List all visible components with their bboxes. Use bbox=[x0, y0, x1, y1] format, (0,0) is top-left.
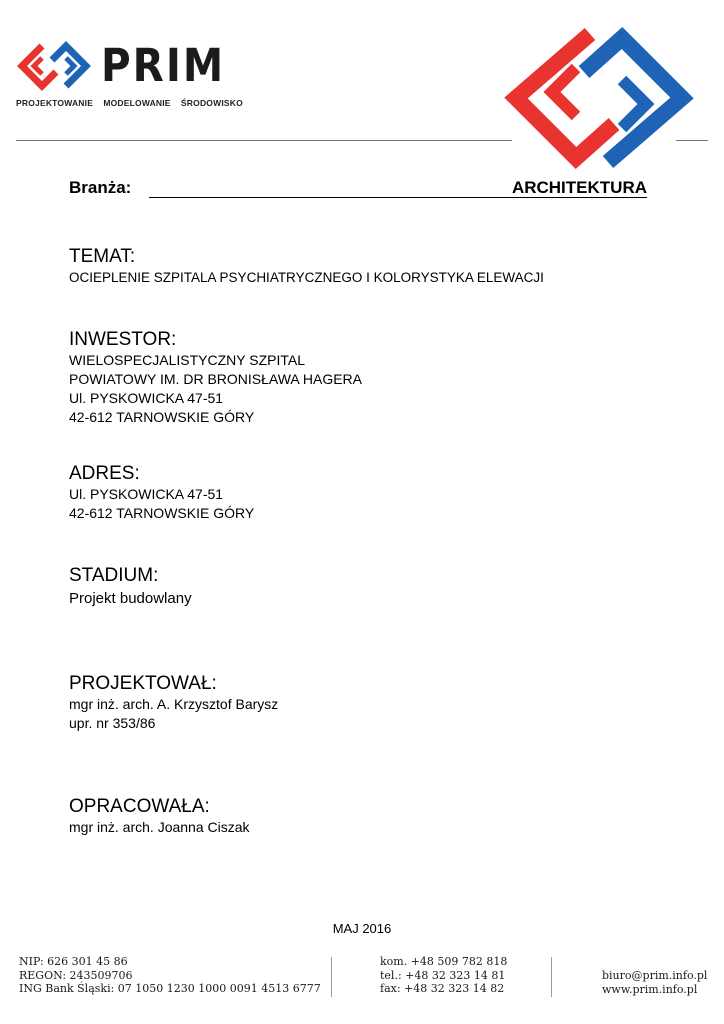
logo-red-inner bbox=[34, 58, 42, 74]
logo-wordmark: PRIM bbox=[101, 39, 226, 92]
document-date: MAJ 2016 bbox=[332, 921, 392, 936]
inwestor-line: POWIATOWY IM. DR BRONISŁAWA HAGERA bbox=[69, 371, 363, 387]
footer-mobile: kom. +48 509 782 818 bbox=[380, 955, 508, 968]
opracowala-heading: OPRACOWAŁA: bbox=[69, 796, 210, 817]
branza-row bbox=[69, 178, 647, 200]
section-inwestor bbox=[69, 329, 362, 427]
footer-separator bbox=[331, 957, 332, 997]
inwestor-line: 42-612 TARNOWSKIE GÓRY bbox=[69, 409, 255, 425]
projektowal-heading: PROJEKTOWAŁ: bbox=[69, 673, 217, 694]
branza-value: ARCHITEKTURA bbox=[511, 178, 647, 197]
footer-regon: REGON: 243509706 bbox=[19, 968, 133, 982]
footer-tel: tel.: +48 32 323 14 81 bbox=[380, 968, 506, 982]
stadium-line: Projekt budowlany bbox=[69, 590, 192, 607]
projektowal-line: mgr inż. arch. A. Krzysztof Barysz bbox=[69, 696, 279, 712]
section-temat bbox=[69, 246, 544, 287]
adres-heading: ADRES: bbox=[69, 463, 140, 484]
stadium-heading: STADIUM: bbox=[69, 565, 159, 586]
branza-label: Branża: bbox=[69, 178, 132, 197]
footer-email-link[interactable]: biuro@prim.info.pl bbox=[602, 969, 708, 982]
inwestor-line: Ul. PYSKOWICKA 47-51 bbox=[69, 390, 224, 406]
footer-bank: ING Bank Śląski: 07 1050 1230 1000 0091 4513 6777 bbox=[19, 982, 321, 995]
projektowal-line: upr. nr 353/86 bbox=[69, 715, 156, 731]
adres-line: Ul. PYSKOWICKA 47-51 bbox=[69, 486, 224, 502]
section-adres bbox=[69, 463, 254, 523]
section-projektowal bbox=[69, 673, 278, 733]
logo-blue-inner bbox=[66, 58, 74, 74]
logo-large-blue-inner bbox=[622, 80, 646, 128]
logo-large-red-inner bbox=[552, 68, 576, 116]
logo-red-chevron bbox=[22, 46, 56, 86]
temat-line: OCIEPLENIE SZPITALA PSYCHIATRYCZNEGO I KOLORYSTYKA ELEWACJI bbox=[69, 270, 544, 285]
prim-logo-large bbox=[498, 26, 700, 170]
logo-blue-chevron bbox=[52, 46, 86, 86]
footer-website-link[interactable]: www.prim.info.pl bbox=[602, 982, 698, 996]
footer-separator bbox=[551, 957, 552, 997]
footer-fax: fax: +48 32 323 14 82 bbox=[380, 982, 505, 995]
header-divider-left bbox=[16, 140, 512, 141]
footer-phones bbox=[380, 955, 507, 996]
footer-company-info bbox=[19, 955, 321, 996]
inwestor-heading: INWESTOR: bbox=[69, 329, 177, 350]
footer-nip: NIP: 626 301 45 86 bbox=[19, 955, 128, 968]
prim-logo-mark bbox=[16, 40, 92, 92]
inwestor-line: WIELOSPECJALISTYCZNY SZPITAL bbox=[69, 352, 305, 368]
section-stadium bbox=[69, 565, 192, 608]
adres-line: 42-612 TARNOWSKIE GÓRY bbox=[69, 505, 255, 521]
opracowala-line: mgr inż. arch. Joanna Ciszak bbox=[69, 819, 250, 835]
logo-tagline: PROJEKTOWANIE MODELOWANIE ŚRODOWISKO bbox=[16, 98, 243, 108]
header-divider-right bbox=[676, 140, 708, 141]
footer-web bbox=[602, 969, 707, 996]
temat-heading: TEMAT: bbox=[69, 246, 136, 267]
section-opracowala bbox=[69, 796, 250, 837]
